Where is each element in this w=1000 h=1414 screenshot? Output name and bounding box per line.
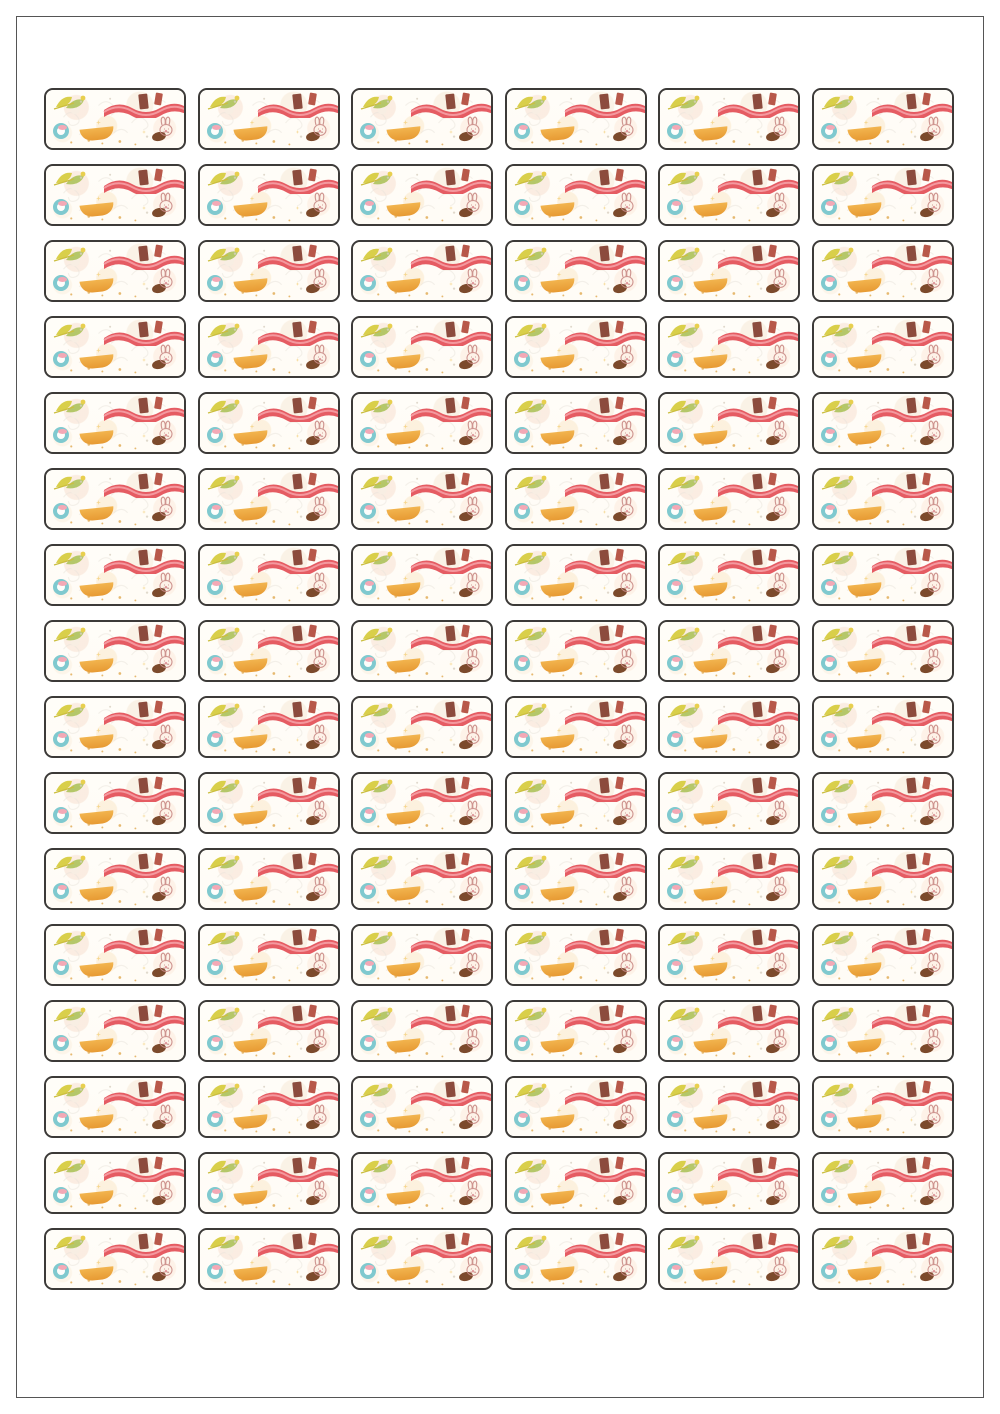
label-text[interactable] [379,260,465,282]
label-cell[interactable] [658,848,800,910]
label-artwork [46,850,184,908]
label-artwork [507,470,645,528]
label-artwork [200,698,338,756]
label-artwork [46,1078,184,1136]
label-cell[interactable] [505,240,647,302]
label-text[interactable] [840,564,926,586]
label-cell[interactable] [44,696,186,758]
label-text[interactable] [533,184,619,206]
label-text[interactable] [379,716,465,738]
label-text[interactable] [686,184,772,206]
label-text[interactable] [72,868,158,890]
label-text[interactable] [72,108,158,130]
label-cell[interactable] [505,1000,647,1062]
label-cell[interactable] [351,240,493,302]
label-artwork [46,90,184,148]
label-artwork [660,926,798,984]
label-cell[interactable] [505,544,647,606]
label-cell[interactable] [812,468,954,530]
label-text[interactable] [686,792,772,814]
label-cell[interactable] [198,924,340,986]
label-artwork [507,242,645,300]
label-artwork [46,394,184,452]
label-artwork [507,622,645,680]
label-artwork [353,242,491,300]
label-artwork [660,318,798,376]
label-cell[interactable] [44,468,186,530]
label-text[interactable] [226,1172,312,1194]
label-text[interactable] [226,944,312,966]
label-grid [44,88,954,1318]
label-cell[interactable] [505,392,647,454]
label-artwork [814,166,952,224]
label-text[interactable] [533,868,619,890]
label-cell[interactable] [198,1152,340,1214]
label-text[interactable] [840,1020,926,1042]
label-artwork [200,774,338,832]
label-cell[interactable] [505,316,647,378]
label-artwork [353,1078,491,1136]
label-text[interactable] [379,336,465,358]
label-text[interactable] [72,1172,158,1194]
label-text[interactable] [533,412,619,434]
label-cell[interactable] [198,848,340,910]
label-text[interactable] [226,792,312,814]
label-text[interactable] [686,868,772,890]
label-artwork [507,850,645,908]
label-text[interactable] [840,108,926,130]
label-cell[interactable] [351,468,493,530]
label-text[interactable] [533,1096,619,1118]
label-cell[interactable] [44,848,186,910]
label-text[interactable] [840,944,926,966]
label-artwork [814,1078,952,1136]
label-text[interactable] [72,260,158,282]
label-text[interactable] [686,716,772,738]
label-cell[interactable] [44,88,186,150]
label-artwork [507,1230,645,1288]
label-cell[interactable] [44,164,186,226]
label-artwork [200,1230,338,1288]
label-text[interactable] [226,412,312,434]
label-artwork [46,1230,184,1288]
label-artwork [507,166,645,224]
label-cell[interactable] [351,696,493,758]
label-artwork [353,318,491,376]
label-artwork [353,394,491,452]
label-artwork [353,470,491,528]
label-cell[interactable] [351,392,493,454]
label-artwork [660,546,798,604]
label-cell[interactable] [44,620,186,682]
label-text[interactable] [840,488,926,510]
label-text[interactable] [226,260,312,282]
label-artwork [200,166,338,224]
label-artwork [660,698,798,756]
label-cell[interactable] [812,164,954,226]
label-cell[interactable] [812,240,954,302]
label-artwork [660,774,798,832]
label-artwork [814,1230,952,1288]
label-cell[interactable] [658,1228,800,1290]
label-cell[interactable] [812,1076,954,1138]
label-cell[interactable] [505,88,647,150]
label-text[interactable] [840,336,926,358]
label-cell[interactable] [44,392,186,454]
label-artwork [353,774,491,832]
label-text[interactable] [533,1248,619,1270]
label-cell[interactable] [505,1152,647,1214]
label-artwork [46,166,184,224]
label-artwork [660,1154,798,1212]
label-text[interactable] [840,1096,926,1118]
label-artwork [507,774,645,832]
label-text[interactable] [686,336,772,358]
label-artwork [46,622,184,680]
label-cell[interactable] [658,240,800,302]
label-artwork [200,394,338,452]
label-artwork [814,926,952,984]
label-cell[interactable] [505,164,647,226]
label-cell[interactable] [658,544,800,606]
label-text[interactable] [379,1248,465,1270]
label-artwork [46,242,184,300]
label-artwork [814,774,952,832]
label-artwork [46,546,184,604]
label-artwork [46,1154,184,1212]
label-text[interactable] [686,564,772,586]
label-cell[interactable] [351,1152,493,1214]
label-text[interactable] [686,108,772,130]
label-artwork [660,470,798,528]
label-artwork [814,242,952,300]
label-artwork [353,926,491,984]
label-cell[interactable] [812,772,954,834]
label-artwork [660,242,798,300]
label-text[interactable] [533,1172,619,1194]
label-text[interactable] [72,1020,158,1042]
label-cell[interactable] [812,392,954,454]
label-artwork [200,1002,338,1060]
label-text[interactable] [533,564,619,586]
label-artwork [814,470,952,528]
label-artwork [353,1002,491,1060]
label-text[interactable] [379,868,465,890]
label-cell[interactable] [198,164,340,226]
label-text[interactable] [686,1096,772,1118]
label-cell[interactable] [44,1228,186,1290]
label-text[interactable] [379,640,465,662]
label-cell[interactable] [351,544,493,606]
label-artwork [814,698,952,756]
label-text[interactable] [686,488,772,510]
label-cell[interactable] [505,468,647,530]
label-artwork [660,394,798,452]
label-artwork [814,546,952,604]
label-text[interactable] [686,1020,772,1042]
label-text[interactable] [72,412,158,434]
label-text[interactable] [226,564,312,586]
label-cell[interactable] [198,620,340,682]
label-text[interactable] [379,1020,465,1042]
label-cell[interactable] [505,924,647,986]
label-artwork [814,394,952,452]
label-artwork [660,1078,798,1136]
label-cell[interactable] [44,544,186,606]
label-artwork [353,546,491,604]
label-cell[interactable] [198,772,340,834]
label-cell[interactable] [198,316,340,378]
label-artwork [660,1230,798,1288]
label-artwork [507,698,645,756]
label-text[interactable] [226,1020,312,1042]
label-cell[interactable] [812,620,954,682]
label-text[interactable] [840,1172,926,1194]
label-artwork [200,318,338,376]
label-text[interactable] [72,1096,158,1118]
label-text[interactable] [686,1248,772,1270]
label-cell[interactable] [351,1000,493,1062]
label-cell[interactable] [658,316,800,378]
label-text[interactable] [226,1096,312,1118]
label-cell[interactable] [198,1000,340,1062]
label-text[interactable] [379,108,465,130]
label-artwork [660,90,798,148]
label-cell[interactable] [505,848,647,910]
label-text[interactable] [686,412,772,434]
label-artwork [353,698,491,756]
label-cell[interactable] [658,1152,800,1214]
label-artwork [46,774,184,832]
label-artwork [200,850,338,908]
label-text[interactable] [840,640,926,662]
label-cell[interactable] [812,924,954,986]
label-cell[interactable] [658,696,800,758]
label-text[interactable] [840,716,926,738]
label-cell[interactable] [44,240,186,302]
label-text[interactable] [226,108,312,130]
label-artwork [200,546,338,604]
label-artwork [200,242,338,300]
label-cell[interactable] [505,772,647,834]
label-text[interactable] [226,716,312,738]
label-text[interactable] [840,792,926,814]
label-cell[interactable] [198,468,340,530]
label-cell[interactable] [351,164,493,226]
label-artwork [46,926,184,984]
label-text[interactable] [379,944,465,966]
label-cell[interactable] [658,88,800,150]
label-artwork [46,470,184,528]
label-artwork [814,1154,952,1212]
label-artwork [507,90,645,148]
label-text[interactable] [226,640,312,662]
label-artwork [200,622,338,680]
label-cell[interactable] [658,924,800,986]
label-text[interactable] [379,792,465,814]
label-text[interactable] [533,792,619,814]
label-text[interactable] [379,1172,465,1194]
label-text[interactable] [533,108,619,130]
label-artwork [353,850,491,908]
label-text[interactable] [533,640,619,662]
label-artwork [507,1154,645,1212]
label-cell[interactable] [44,772,186,834]
label-cell[interactable] [44,1152,186,1214]
label-text[interactable] [379,488,465,510]
label-text[interactable] [840,412,926,434]
label-cell[interactable] [658,164,800,226]
label-artwork [200,470,338,528]
label-cell[interactable] [198,1076,340,1138]
label-cell[interactable] [505,696,647,758]
label-cell[interactable] [351,1076,493,1138]
label-cell[interactable] [812,88,954,150]
label-text[interactable] [72,716,158,738]
label-text[interactable] [226,336,312,358]
label-text[interactable] [72,336,158,358]
label-artwork [200,1154,338,1212]
label-artwork [200,926,338,984]
label-artwork [814,622,952,680]
label-text[interactable] [379,1096,465,1118]
label-cell[interactable] [198,544,340,606]
label-artwork [46,1002,184,1060]
label-text[interactable] [72,640,158,662]
label-artwork [353,622,491,680]
label-artwork [507,394,645,452]
label-cell[interactable] [658,468,800,530]
label-artwork [353,90,491,148]
label-text[interactable] [533,336,619,358]
label-cell[interactable] [198,240,340,302]
label-text[interactable] [840,1248,926,1270]
label-text[interactable] [533,716,619,738]
label-artwork [353,166,491,224]
label-text[interactable] [72,184,158,206]
label-cell[interactable] [658,620,800,682]
label-cell[interactable] [351,1228,493,1290]
label-cell[interactable] [44,316,186,378]
label-cell[interactable] [505,620,647,682]
label-text[interactable] [686,260,772,282]
label-text[interactable] [533,488,619,510]
label-cell[interactable] [44,1076,186,1138]
label-cell[interactable] [658,1000,800,1062]
label-artwork [507,1002,645,1060]
label-cell[interactable] [812,1228,954,1290]
label-artwork [46,698,184,756]
label-text[interactable] [686,640,772,662]
label-text[interactable] [533,260,619,282]
label-text[interactable] [533,944,619,966]
label-artwork [814,90,952,148]
label-text[interactable] [72,564,158,586]
label-cell[interactable] [812,1152,954,1214]
label-text[interactable] [379,184,465,206]
label-text[interactable] [226,1248,312,1270]
label-artwork [507,926,645,984]
label-cell[interactable] [812,544,954,606]
label-artwork [507,1078,645,1136]
label-text[interactable] [72,488,158,510]
label-artwork [660,622,798,680]
label-cell[interactable] [198,696,340,758]
label-text[interactable] [840,184,926,206]
label-cell[interactable] [351,848,493,910]
label-cell[interactable] [351,924,493,986]
label-artwork [814,850,952,908]
label-artwork [507,546,645,604]
label-cell[interactable] [351,772,493,834]
label-cell[interactable] [658,392,800,454]
label-artwork [660,1002,798,1060]
label-text[interactable] [379,564,465,586]
label-artwork [814,1002,952,1060]
label-cell[interactable] [812,696,954,758]
label-cell[interactable] [44,924,186,986]
label-text[interactable] [379,412,465,434]
label-text[interactable] [686,1172,772,1194]
label-text[interactable] [840,868,926,890]
label-text[interactable] [72,944,158,966]
label-artwork [353,1230,491,1288]
label-artwork [507,318,645,376]
label-cell[interactable] [198,392,340,454]
label-artwork [200,1078,338,1136]
label-text[interactable] [72,792,158,814]
label-artwork [46,318,184,376]
label-cell[interactable] [351,316,493,378]
label-artwork [353,1154,491,1212]
label-text[interactable] [72,1248,158,1270]
label-text[interactable] [226,488,312,510]
label-cell[interactable] [351,620,493,682]
label-artwork [660,850,798,908]
label-cell[interactable] [812,316,954,378]
label-text[interactable] [533,1020,619,1042]
label-artwork [814,318,952,376]
label-text[interactable] [226,184,312,206]
label-text[interactable] [226,868,312,890]
label-cell[interactable] [505,1228,647,1290]
label-cell[interactable] [505,1076,647,1138]
label-artwork [660,166,798,224]
label-cell[interactable] [351,88,493,150]
label-text[interactable] [840,260,926,282]
label-cell[interactable] [198,1228,340,1290]
label-text[interactable] [686,944,772,966]
label-cell[interactable] [658,1076,800,1138]
label-cell[interactable] [658,772,800,834]
label-cell[interactable] [198,88,340,150]
label-cell[interactable] [812,1000,954,1062]
label-artwork [200,90,338,148]
label-cell[interactable] [812,848,954,910]
label-cell[interactable] [44,1000,186,1062]
